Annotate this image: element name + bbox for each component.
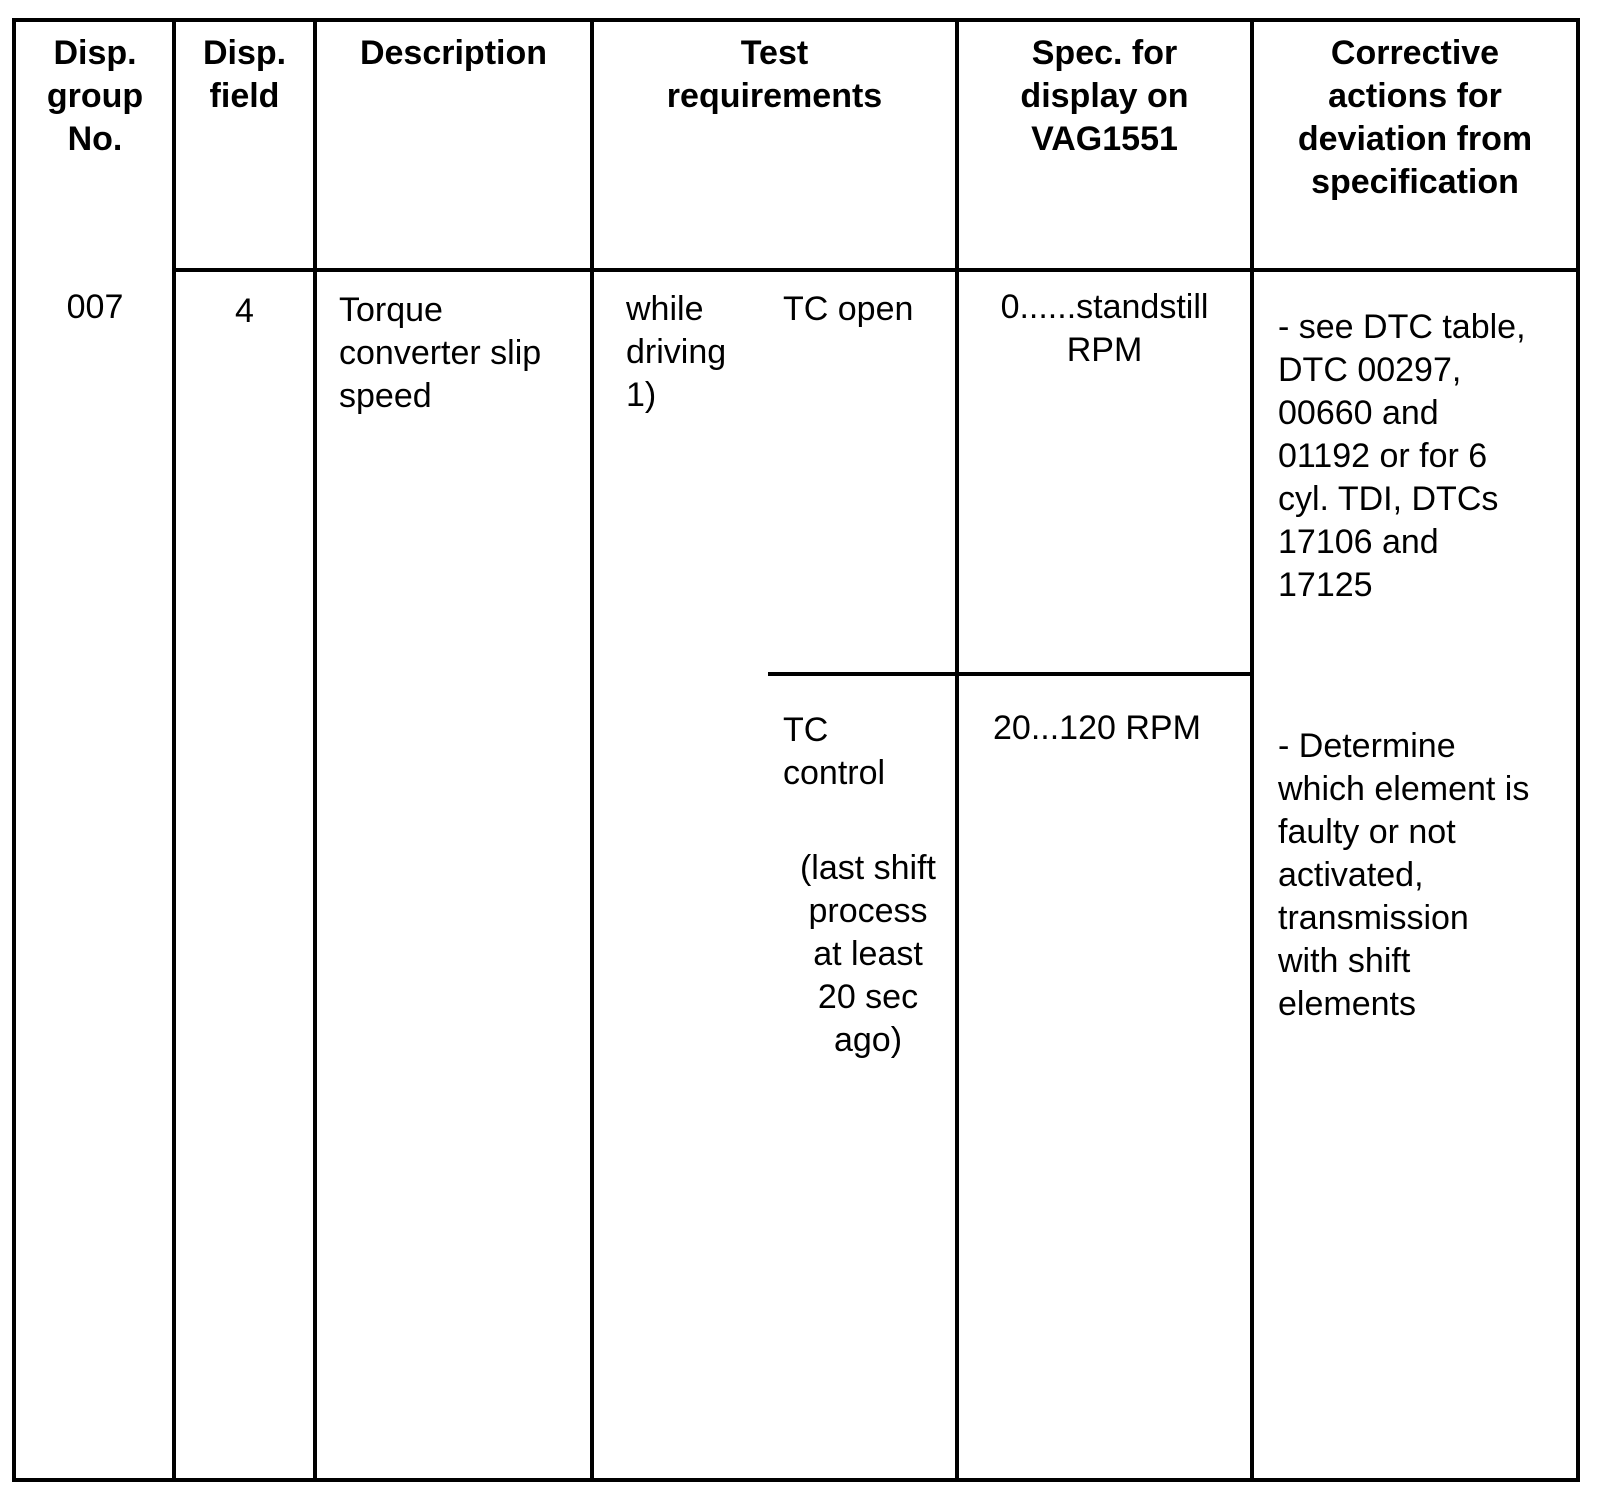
group-number: 007 xyxy=(66,288,124,326)
column-divider xyxy=(590,18,594,1482)
header-field: Disp. field xyxy=(202,34,287,115)
field-number: 4 xyxy=(235,292,254,330)
column-divider xyxy=(955,18,959,1482)
test-state-open: TC open xyxy=(783,290,914,328)
column-divider xyxy=(172,18,176,1482)
spec-value-control: 20...120 RPM xyxy=(993,709,1201,747)
test-condition: while driving 1) xyxy=(626,290,727,414)
corrective-action-control: - Determine which element is faulty or not activated, transmission with shift elements xyxy=(1278,727,1530,1023)
header-spec: Spec. for display on VAG1551 xyxy=(1020,34,1189,158)
header-group-no: Disp. group No. xyxy=(46,34,144,158)
column-divider xyxy=(1250,18,1254,1482)
header-description: Description xyxy=(359,34,548,72)
test-state-control-note: (last shift process at least 20 sec ago) xyxy=(799,849,937,1059)
case-divider xyxy=(768,672,1252,676)
header-divider xyxy=(172,268,1576,272)
description-text: Torque converter slip speed xyxy=(339,291,542,415)
header-corrective-actions: Corrective actions for deviation from specification xyxy=(1297,34,1533,201)
test-state-control: TC control xyxy=(783,711,886,792)
spec-value-open: 0......standstill RPM xyxy=(1000,288,1209,369)
column-divider xyxy=(313,18,317,1482)
corrective-action-open: - see DTC table, DTC 00297, 00660 and 01192 or for 6 cyl. TDI, DTCs 17106 and 17125 xyxy=(1278,308,1526,604)
header-test-requirements: Test requirements xyxy=(666,34,883,115)
